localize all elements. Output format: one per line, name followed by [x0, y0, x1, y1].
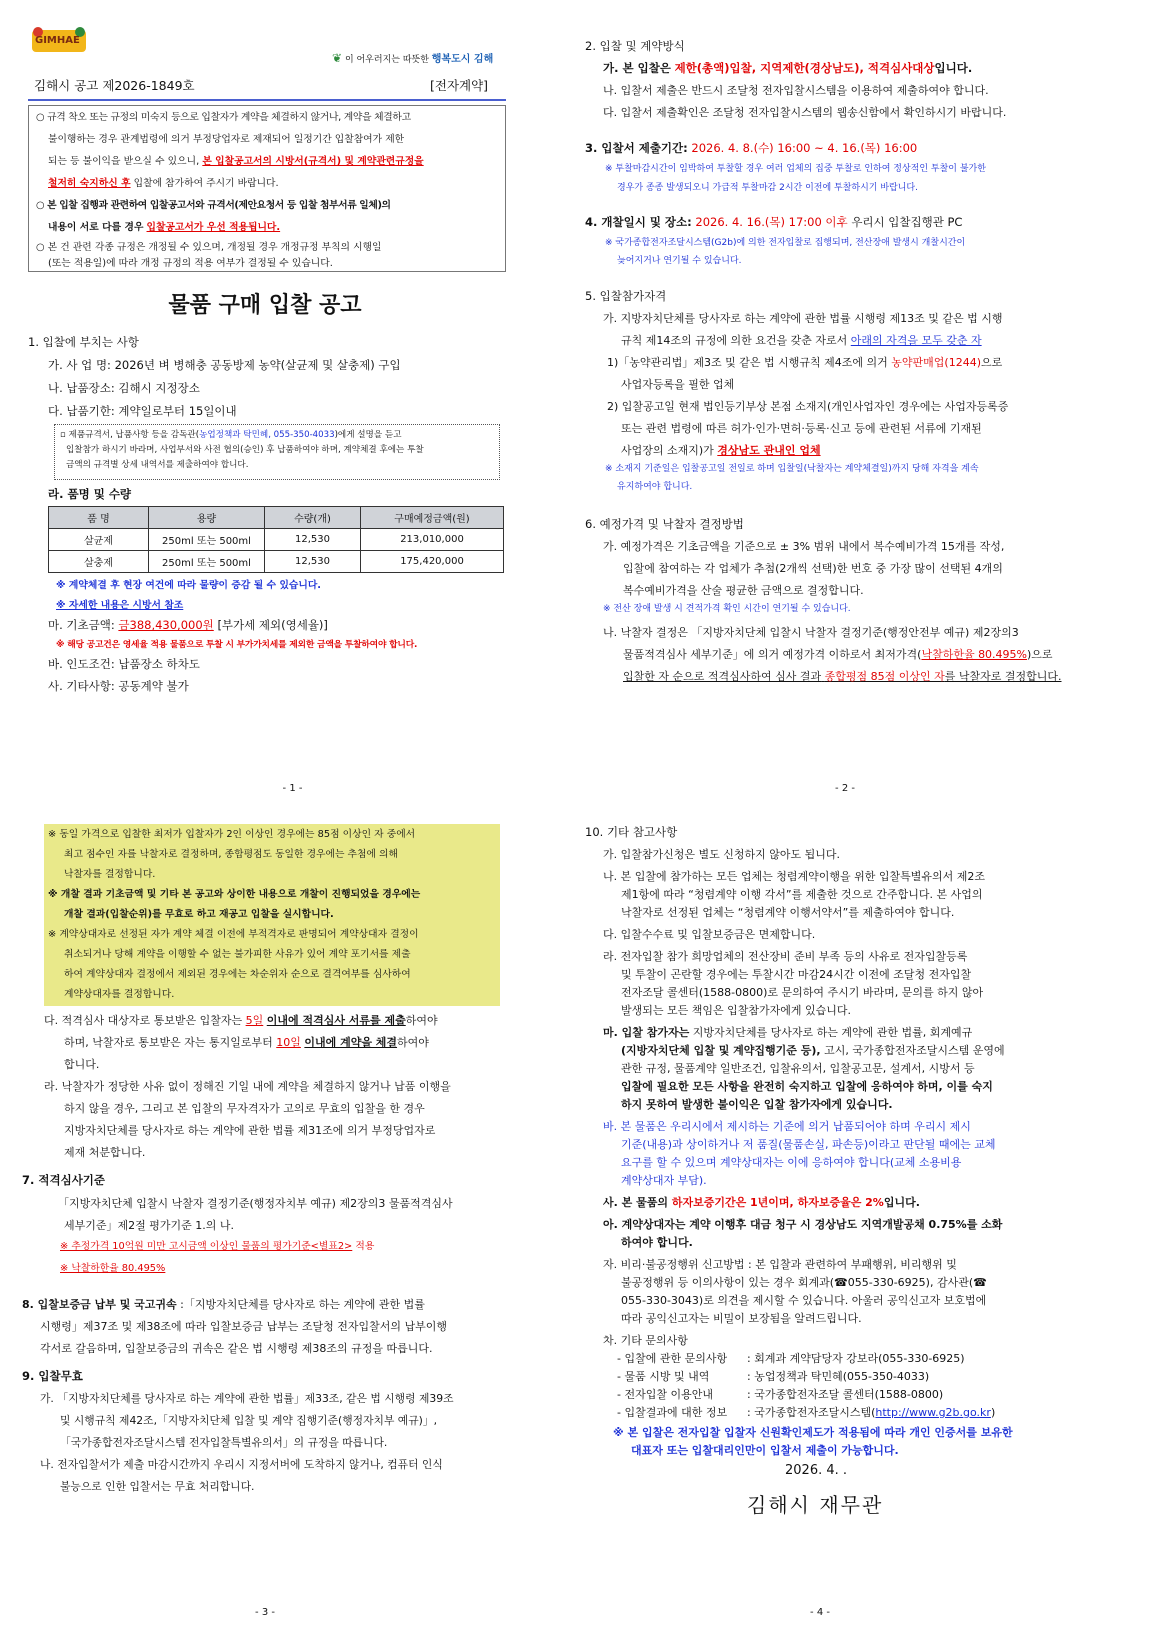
page-3 [0, 824, 585, 1648]
table-cell: 175,420,000 [361, 551, 504, 573]
note-line: 금액의 규격별 상세 내역서를 제출하여야 합니다. [66, 460, 249, 470]
item-a: 가. 사 업 명: 2026년 벼 병해충 공동방제 농약(살균제 및 살충제) 구입 [48, 358, 401, 372]
line: 지방자치단체를 당사자로 하는 계약에 관한 법률 제31조에 의거 부정당업자로 [64, 1124, 436, 1137]
line: 나. 전자입찰서가 제출 마감시간까지 우리시 지정서버에 도착하지 않거나, 컴퓨터 인식 [40, 1458, 443, 1471]
section-1: 1. 입찰에 부치는 사항 [28, 335, 139, 349]
line: 가. 지방자치단체를 당사자로 하는 계약에 관한 법률 시행령 제13조 및 같은 법 시행 [603, 312, 1003, 325]
remark: ※ 자세한 내용은 시방서 참조 [56, 600, 184, 611]
page-number: - 4 - [810, 1607, 830, 1618]
note: ※ 국가종합전자조달시스템(G2b)에 의한 전자입찰로 집행되며, 전산장애 발생시 개찰시간이 [605, 238, 966, 248]
line: ※ 낙찰하한율 80.495% [60, 1263, 166, 1274]
line: 하여야 합니다. [621, 1236, 693, 1249]
item-d: 다. 적격심사 대상자로 통보받은 입찰자는 5일 이내에 적격심사 서류를 제출하여야 [44, 1014, 438, 1027]
line: 나. 낙찰자 결정은 「지방자치단체 입찰시 낙찰자 결정기준(행정안전부 예규) 제2장의3 [603, 626, 1019, 639]
section-4: 4. 개찰일시 및 장소: 2026. 4. 16.(목) 17:00 이후 우리시 입찰집행관 PC [585, 215, 963, 229]
table-header: 용량 [149, 507, 265, 529]
line: 「지방자치단체 입찰시 낙찰자 결정기준(행정자치부 예규) 제2장의3 물품적격심사 [58, 1197, 453, 1210]
line: 기준(내용)과 상이하거나 저 품질(물품손실, 파손등)이라고 판단될 때에는 교체 [621, 1138, 996, 1151]
table-cell: 250ml 또는 500ml [149, 529, 265, 551]
line: 나. 본 입찰에 참가하는 모든 업체는 청렴계약이행을 위한 입찰특별유의서 제2조 [603, 870, 985, 883]
item-table [48, 506, 504, 573]
page-title: 물품 구매 입찰 공고 [168, 293, 362, 318]
line: 사업자등록을 필한 업체 [621, 378, 735, 391]
issue-date: 2026. 4. . [785, 1463, 848, 1478]
table-header-row [49, 507, 504, 529]
section-9: 9. 입찰무효 [22, 1369, 83, 1383]
line: 요구를 할 수 있으며 계약상대자는 이에 응하여야 합니다(교체 소용비용 [621, 1156, 962, 1169]
page-number: - 2 - [835, 783, 855, 794]
slogan-prefix: 이 어우러지는 따뜻한 [344, 55, 429, 65]
contract-type: [전자계약] [430, 78, 489, 93]
note: ※ 투찰마감시간이 임박하여 투찰할 경우 여러 업체의 집중 투찰로 인하여 정상적인 투찰이 불가한 [605, 164, 986, 174]
section-2: 2. 입찰 및 계약방식 [585, 39, 685, 53]
line: 합니다. [64, 1058, 100, 1071]
box-line: 되는 등 불이익을 받으실 수 있으니, 본 입찰공고서의 시방서(규격서) 및 계약관련규정을 [48, 156, 424, 167]
line: 가. 예정가격은 기초금액을 기준으로 ± 3% 범위 내에서 복수예비가격 15개를 작성, [603, 540, 1005, 553]
page-2 [585, 0, 1170, 824]
item-c: 다. 입찰서 제출확인은 조달청 전자입찰시스템의 웹송신함에서 확인하시기 바랍니다. [603, 106, 1007, 119]
line: ※ 추정가격 10억원 미만 고시금액 이상인 물품의 평가기준<별표2> 적용 [60, 1241, 375, 1252]
line: 사업장의 소재지)가 경상남도 관내인 업체 [621, 444, 821, 457]
item-g: 사. 기타사항: 공동계약 불가 [48, 679, 189, 693]
note-line: ▫ 제품규격서, 납품사항 등을 감독관(농업정책과 탁민혜, 055-350-4033)에게 설명을 듣고 [60, 430, 402, 440]
section-3: 3. 입찰서 제출기간: 2026. 4. 8.(수) 16:00 ~ 4. 16.(목) 16:00 [585, 141, 918, 155]
hl-line: 최고 점수인 자를 낙찰자로 결정하며, 종합평점도 동일한 경우에는 추첨에 의해 [64, 849, 398, 860]
line: 라. 전자입찰 참가 희망업체의 전산장비 준비 부족 등의 사유로 전자입찰등록 [603, 950, 968, 963]
hl-line: 계약상대자를 결정합니다. [64, 989, 175, 1000]
table-cell: 12,530 [265, 529, 361, 551]
item-d: 라. 품명 및 수량 [48, 487, 132, 501]
hl-line: 취소되거나 당해 계약을 이행할 수 없는 불가피한 사유가 있어 계약 포기서를 제출 [64, 949, 411, 960]
hl-line: ※ 동일 가격으로 입찰한 최저가 입찰자가 2인 이상인 경우에는 85점 이상인 자 중에서 [48, 829, 416, 840]
city-slogan [332, 50, 493, 65]
box-line: 불이행하는 경우 관계법령에 의거 부정당업자로 제재되어 일정기간 입찰참여가 제한 [48, 134, 405, 145]
box-line: ○ 규격 착오 또는 규정의 미숙지 등으로 입찰자가 계약을 체결하지 않거나, 계약을 체결하고 [36, 112, 411, 123]
issuer-signature: 김해시 재무관 [747, 1493, 884, 1517]
box-line: (또는 적용일)에 따라 개정 규정의 적용 여부가 결정될 수 있습니다. [48, 258, 333, 269]
remark: ※ 해당 공고건은 영세율 적용 물품으로 투찰 시 부가가치세를 제외한 금액을 투찰하여야 합니다. [56, 640, 418, 650]
table-cell: 12,530 [265, 551, 361, 573]
header-rule [28, 99, 506, 101]
table-header: 구매예정금액(원) [361, 507, 504, 529]
item-b: 나. 납품장소: 김해시 지정장소 [48, 381, 200, 395]
section-6: 6. 예정가격 및 낙찰자 결정방법 [585, 517, 744, 531]
page-4 [585, 824, 1170, 1648]
line: 차. 기타 문의사항 [603, 1334, 688, 1347]
box-line: ○ 본 건 관련 각종 규정은 개정될 수 있으며, 개정될 경우 개정규정 부칙의 시행일 [36, 242, 382, 253]
line: 바. 본 물품은 우리시에서 제시하는 기준에 의거 납품되어야 하며 우리시 제시 [603, 1120, 971, 1133]
line: 규칙 제14조의 규정에 의한 요건을 갖춘 자로서 아래의 자격을 모두 갖춘 자 [621, 334, 982, 347]
note: 경우가 종종 발생되오니 가급적 투찰마감 2시간 이전에 투찰하시기 바랍니다. [617, 183, 918, 193]
hl-line: 개찰 결과(입찰순위)를 무효로 하고 재공고 입찰을 실시합니다. [64, 909, 334, 920]
line: (지방자치단체 입찰 및 계약집행기준 등), 고시, 국가종합전자조달시스템 운영에 [621, 1044, 1005, 1057]
line: 세부기준」제2절 평가기준 1.의 나. [64, 1219, 234, 1232]
inquiry-row: - 전자입찰 이용안내 : 국가종합전자조달 콜센터(1588-0800) [617, 1388, 944, 1401]
line: 관한 규정, 물품계약 일반조건, 입찰유의서, 입찰공고문, 설계서, 시방서 등 [621, 1062, 975, 1075]
table-row [49, 529, 504, 551]
line: 다. 입찰수수료 및 입찰보증금은 면제합니다. [603, 928, 816, 941]
note: ※ 소재지 기준일은 입찰공고일 전일로 하며 입찰일(낙찰자는 계약체결일)까지 당해 자격을 계속 [605, 464, 979, 474]
line: 1)「농약관리법」제3조 및 같은 법 시행규칙 제4조에 의거 농약판매업(1244)으로 [607, 356, 1003, 369]
slogan-leaf-icon: ❦ [332, 51, 343, 65]
line: 복수예비가격을 산술 평균한 금액으로 결정합니다. [623, 584, 864, 597]
line: 「국가종합전자조달시스템 전자입찰특별유의서」의 규정을 따릅니다. [60, 1436, 388, 1449]
inquiry-row: - 입찰에 관한 문의사항 : 회계과 계약담당자 강보라(055-330-6925) [617, 1352, 965, 1365]
line: 불공정행위 등 이의사항이 있는 경우 회계과(☎055-330-6925), 감사관(☎ [621, 1276, 987, 1289]
line: 제1항에 따라 “청렴계약 이행 각서”를 제출한 것으로 간주합니다. 본 사업의 [621, 888, 983, 901]
line: 제재 처분합니다. [64, 1146, 146, 1159]
hl-line: ※ 계약상대자로 선정된 자가 계약 체결 이전에 부적격자로 판명되어 계약상대자 결정이 [48, 929, 419, 940]
note-line: 입찰참가 하시기 바라며, 사업부서와 사전 협의(승인) 후 납품하여야 하며, 계약체결 후에는 투찰 [66, 445, 424, 455]
line: 낙찰자로 선정된 업체는 “청렴계약 이행서약서”를 제출하여야 합니다. [621, 906, 955, 919]
table-header: 수량(개) [265, 507, 361, 529]
line: 055-330-3043)로 의견을 제시할 수 있습니다. 아울러 공익신고자 보호법에 [621, 1294, 987, 1307]
line: 하지 않을 경우, 그리고 본 입찰의 무자격자가 고의로 무효의 입찰을 한 경우 [64, 1102, 425, 1115]
line: 계약상대자 부담). [621, 1174, 707, 1187]
gimhae-logo [28, 24, 90, 60]
item-c: 다. 납품기한: 계약일로부터 15일이내 [48, 404, 237, 418]
table-cell: 250ml 또는 500ml [149, 551, 265, 573]
line: 가. 「지방자치단체를 당사자로 하는 계약에 관한 법률」제33조, 같은 법 시행령 제39조 [40, 1392, 454, 1405]
line: 2) 입찰공고일 현재 법인등기부상 본점 소재지(개인사업자인 경우에는 사업자등록증 [607, 400, 1009, 413]
note: 늦어지거나 연기될 수 있습니다. [617, 256, 742, 266]
g2b-link[interactable]: http://www.g2b.go.kr [875, 1406, 991, 1419]
line: 가. 입찰참가신청은 별도 신청하지 않아도 됩니다. [603, 848, 840, 861]
section-8: 8. 입찰보증금 납부 및 국고귀속 :「지방자치단체를 당사자로 하는 계약에 관한 법률 [22, 1298, 425, 1311]
hl-line: ※ 개찰 결과 기초금액 및 기타 본 공고와 상이한 내용으로 개찰이 진행되었을 경우에는 [48, 889, 421, 900]
line: 및 시행규칙 제42조,「지방자치단체 입찰 및 계약 집행기준(행정자치부 예규)」, [60, 1414, 438, 1427]
section-10: 10. 기타 참고사항 [585, 825, 678, 839]
line: 및 투찰이 곤란할 경우에는 투찰시간 마감24시간 이전에 조달청 전자입찰 [621, 968, 972, 981]
line: 각서로 갈음하며, 입찰보증금의 귀속은 같은 법 시행령 제38조의 규정을 따릅니다. [40, 1342, 433, 1355]
line: 불능으로 인한 입찰서는 무효 처리합니다. [60, 1480, 255, 1493]
table-row [49, 551, 504, 573]
line: 발생되는 모든 책임은 입찰참가자에게 있습니다. [621, 1004, 852, 1017]
section-5: 5. 입찰참가자격 [585, 289, 667, 303]
table-header: 품 명 [49, 507, 149, 529]
line: 따라 공익신고자는 비밀이 보장됨을 알려드립니다. [621, 1312, 862, 1325]
line: 입찰에 필요한 모든 사항을 완전히 숙지하고 입찰에 응하여야 하며, 이를 숙지 [621, 1080, 993, 1093]
box-line: 철저히 숙지하신 후 입찰에 참가하여 주시기 바랍니다. [48, 178, 279, 189]
line: 마. 입찰 참가자는 지방자치단체를 당사자로 하는 계약에 관한 법률, 회계예규 [603, 1026, 973, 1039]
line: 사. 본 물품의 하자보증기간은 1년이며, 하자보증율은 2%입니다. [603, 1196, 920, 1209]
item-e: 라. 낙찰자가 정당한 사유 없이 정해진 기일 내에 계약을 체결하지 않거나 납품 이행을 [44, 1080, 451, 1093]
line: 입찰에 참여하는 각 업체가 추첨(2개씩 선택)한 번호 중 가장 많이 선택된 4개의 [623, 562, 1003, 575]
line: 자. 비리·불공정행위 신고방법 : 본 입찰과 관련하여 부패행위, 비리행위 및 [603, 1258, 957, 1271]
slogan-city: 행복도시 김해 [431, 54, 494, 65]
hl-line: 낙찰자를 결정합니다. [64, 869, 156, 880]
line: 또는 관련 법령에 따른 허가·인가·면허·등록·신고 등에 관련된 서류에 기재된 [621, 422, 982, 435]
line: 하며, 낙찰자로 통보받은 자는 통지일로부터 10일 이내에 계약을 체결하여야 [64, 1036, 429, 1049]
page-1 [0, 0, 585, 824]
inquiry-row: - 입찰결과에 대한 정보 : 국가종합전자조달시스템(http://www.g2b.go.kr) [617, 1406, 996, 1419]
line: 대표자 또는 입찰대리인만이 입찰서 제출이 가능합니다. [631, 1444, 899, 1457]
item-f: 바. 인도조건: 납품장소 하차도 [48, 657, 200, 671]
table-cell: 213,010,000 [361, 529, 504, 551]
remark: ※ 계약체결 후 현장 여건에 따라 물량이 증감 될 수 있습니다. [56, 580, 322, 591]
line: 입찰한 자 순으로 적격심사하여 심사 결과 종합평점 85점 이상인 자를 낙찰자로 결정합니다. [623, 670, 1062, 683]
inquiry-row: - 물품 시방 및 내역 : 농업정책과 탁민혜(055-350-4033) [617, 1370, 930, 1383]
page-number: - 3 - [255, 1607, 275, 1618]
line: 아. 계약상대자는 계약 이행후 대금 청구 시 경상남도 지역개발공채 0.75%를 소화 [603, 1218, 1003, 1231]
note: ※ 전산 장애 발생 시 견적가격 확인 시간이 연기될 수 있습니다. [603, 604, 851, 614]
note: 유지하여야 합니다. [617, 482, 693, 492]
line: 물품적격심사 세부기준」에 의거 예정가격 이하로서 최저가격(낙찰하한율 80.495%)으로 [623, 648, 1053, 661]
table-cell: 살균제 [49, 529, 149, 551]
box-line: ○ 본 입찰 집행과 관련하여 입찰공고서와 규격서(제안요청서 등 입찰 첨부서류 일체)의 [36, 200, 391, 211]
notice-number: 김해시 공고 제2026-1849호 [34, 78, 195, 93]
item-b: 나. 입찰서 제출은 반드시 조달청 전자입찰시스템을 이용하여 제출하여야 합니다. [603, 84, 989, 97]
logo-text: GIMHAE [35, 35, 80, 46]
line: 하지 못하여 발생한 불이익은 입찰 참가자에게 있습니다. [621, 1098, 893, 1111]
line: 시행령」제37조 및 제38조에 따라 입찰보증금 납부는 조달청 전자입찰서의 납부이행 [40, 1320, 447, 1333]
item-a: 가. 본 입찰은 제한(총액)입찰, 지역제한(경상남도), 적격심사대상입니다. [603, 61, 973, 75]
box-line: 내용이 서로 다를 경우 입찰공고서가 우선 적용됩니다. [48, 222, 281, 233]
base-amount: 마. 기초금액: 금388,430,000원 [부가세 제외(영세율)] [48, 618, 328, 632]
section-7: 7. 적격심사기준 [22, 1173, 106, 1187]
table-cell: 살충제 [49, 551, 149, 573]
line: 전자조달 콜센터(1588-0800)로 문의하여 주시기 바라며, 문의를 하지 않아 [621, 986, 984, 999]
page-number: - 1 - [282, 783, 303, 794]
line: ※ 본 입찰은 전자입찰 입찰자 신원확인제도가 적용됨에 따라 개인 인증서를 보유한 [613, 1426, 1013, 1439]
hl-line: 하여 계약상대자 결정에서 제외된 경우에는 차순위자 순으로 결격여부를 심사하여 [64, 969, 411, 980]
